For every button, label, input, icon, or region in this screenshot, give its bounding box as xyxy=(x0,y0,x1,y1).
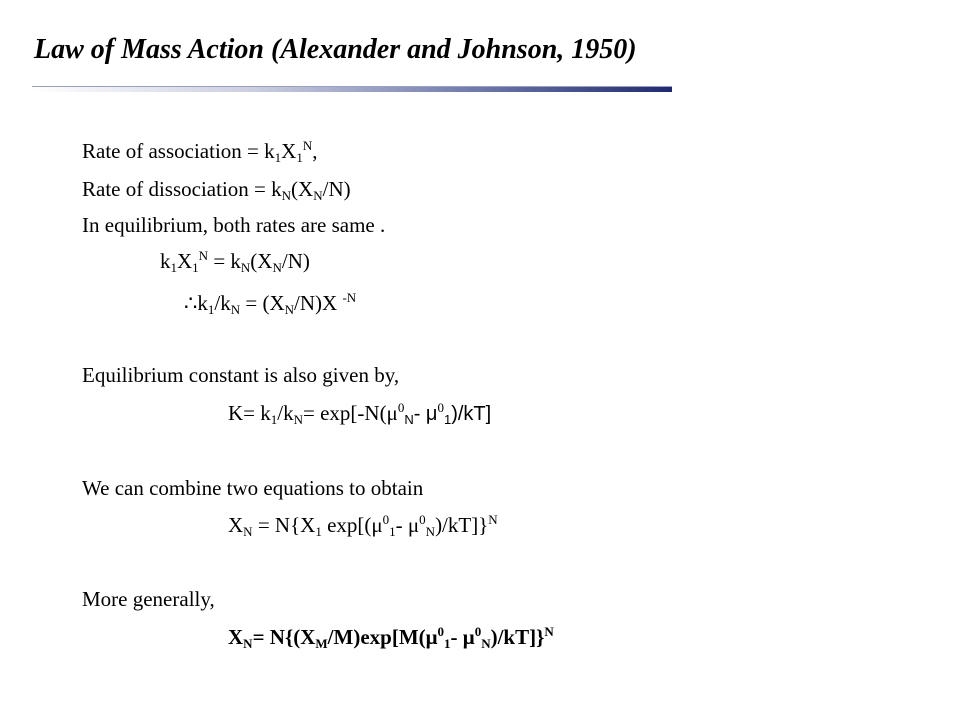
text: - μ xyxy=(413,403,438,425)
subscript: N xyxy=(284,302,295,317)
superscript: 0 xyxy=(474,624,482,639)
subscript: 1 xyxy=(192,260,199,275)
text: /M)exp[M(μ xyxy=(327,625,438,649)
text: )/kT] xyxy=(451,403,492,425)
equilibrium-statement: In equilibrium, both rates are same . xyxy=(82,213,386,237)
superscript: 0 xyxy=(437,624,445,639)
subscript: N xyxy=(293,412,303,427)
subscript: 1 xyxy=(443,412,452,427)
rate-association-line xyxy=(82,138,317,164)
equation-combined xyxy=(228,512,498,538)
text: )/kT]} xyxy=(490,625,545,649)
text: = exp[-N(μ xyxy=(303,401,398,425)
subscript: N xyxy=(272,260,282,275)
rate-dissociation-line xyxy=(82,176,351,202)
equation-general xyxy=(228,624,554,650)
subscript: 1 xyxy=(270,412,278,427)
superscript: 0 xyxy=(437,400,444,415)
slide-title: Law of Mass Action (Alexander and Johnson, 1950) xyxy=(34,34,637,65)
subscript: N xyxy=(481,636,491,651)
text: - μ xyxy=(395,513,420,537)
subscript: N xyxy=(230,302,241,317)
text: = (X xyxy=(240,291,285,315)
text: Rate of association = k xyxy=(82,139,275,163)
superscript: N xyxy=(198,248,209,263)
equation-rate-ratio xyxy=(184,290,356,316)
text: (X xyxy=(250,249,273,273)
title-underline xyxy=(32,86,672,92)
text: (X xyxy=(291,177,314,201)
subscript: N xyxy=(243,636,253,651)
superscript: 0 xyxy=(382,512,390,527)
superscript: 0 xyxy=(397,400,405,415)
subscript: 1 xyxy=(207,302,215,317)
text: /k xyxy=(214,291,231,315)
subscript: N xyxy=(281,188,292,203)
text: X xyxy=(281,139,297,163)
text: X xyxy=(228,513,244,537)
equation-rates-equal xyxy=(160,248,310,274)
subscript: N xyxy=(243,524,253,539)
superscript: 0 xyxy=(419,512,426,527)
subscript: N xyxy=(404,412,414,427)
text: /N) xyxy=(281,249,310,273)
subscript: 1 xyxy=(170,260,177,275)
text: = N{(X xyxy=(252,625,316,649)
text: )/kT]} xyxy=(435,513,489,537)
combine-statement: We can combine two equations to obtain xyxy=(82,476,424,500)
subscript: 1 xyxy=(315,524,322,539)
equation-equilibrium-constant xyxy=(228,400,491,427)
text: X xyxy=(228,625,244,649)
text: /N)X xyxy=(294,291,343,315)
superscript: N xyxy=(488,512,498,527)
text: = k xyxy=(208,249,241,273)
superscript: N xyxy=(302,138,313,153)
text: , xyxy=(312,139,318,163)
text: ∴k xyxy=(184,291,208,315)
subscript: 1 xyxy=(274,150,282,165)
superscript: N xyxy=(544,624,554,639)
subscript: M xyxy=(315,636,328,651)
constant-statement: Equilibrium constant is also given by, xyxy=(82,363,400,387)
subscript: N xyxy=(313,188,323,203)
text: X xyxy=(177,249,193,273)
superscript: -N xyxy=(342,290,357,305)
text: k xyxy=(160,249,171,273)
text: = N{X xyxy=(252,513,316,537)
general-statement: More generally, xyxy=(82,587,215,611)
subscript: N xyxy=(240,260,251,275)
subscript: 1 xyxy=(296,150,303,165)
text: Rate of dissociation = k xyxy=(82,177,282,201)
text: /k xyxy=(277,401,294,425)
subscript: N xyxy=(425,524,436,539)
subscript: 1 xyxy=(389,524,396,539)
subscript: 1 xyxy=(444,636,451,651)
text: /N) xyxy=(322,177,351,201)
text: K= k xyxy=(228,401,271,425)
text: exp[(μ xyxy=(321,513,383,537)
text: - μ xyxy=(450,625,475,649)
